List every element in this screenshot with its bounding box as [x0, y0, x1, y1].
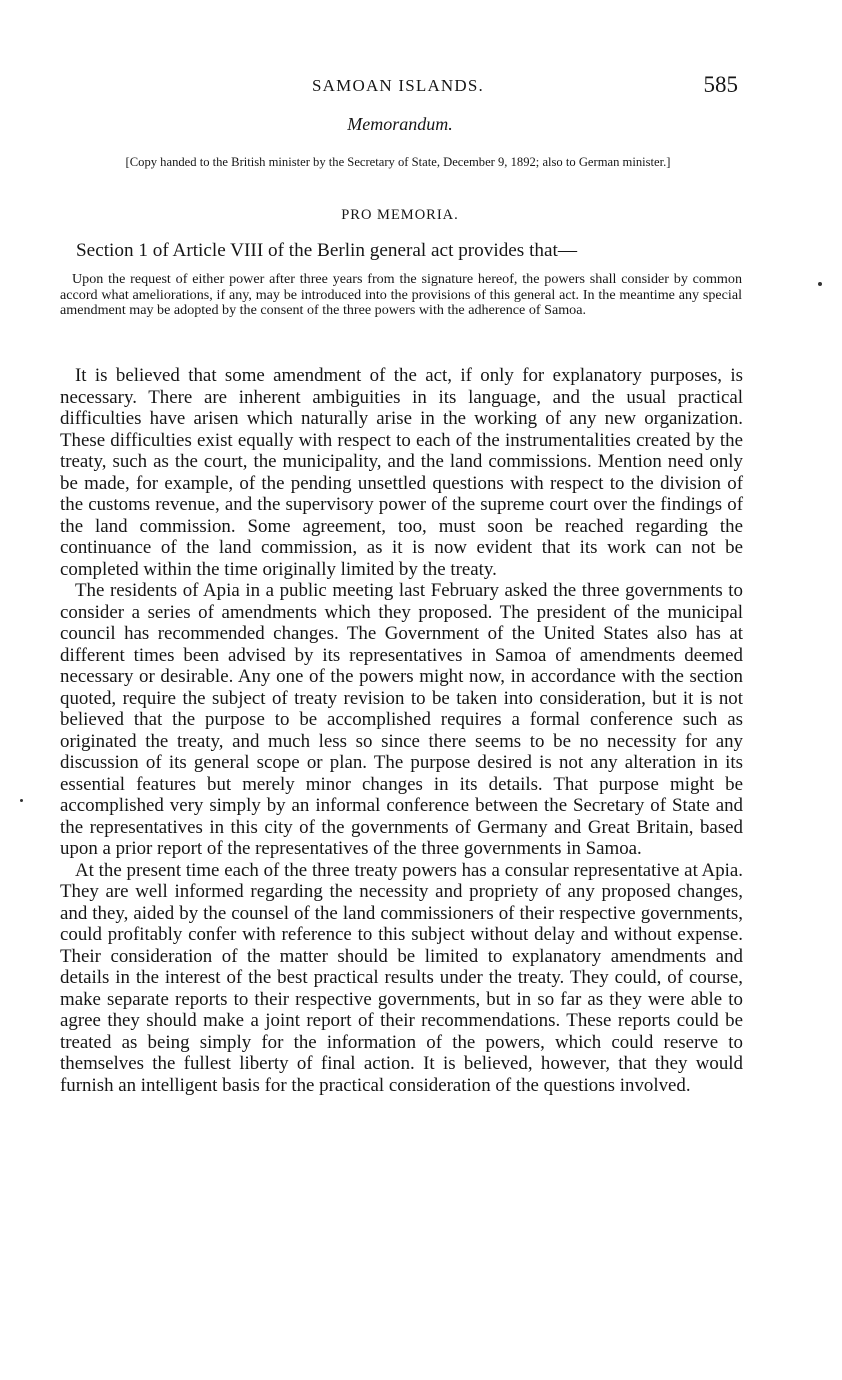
article-reference: Section 1 of Article VIII of the Berlin general act provides that—	[76, 240, 578, 261]
quoted-provision	[60, 272, 742, 319]
paragraph-1: It is believed that some amendment of the act, if only for explanatory purposes, is necessary. There are inherent ambiguities in its language, and the usual practical difficulties have arisen which naturally arise in the working of any new organization. These difficulties exist equally with respect to each of the instrumentalities created by the treaty, such as the court, the municipality, and the land commissions. Mention need only be made, for example, of the pending unsettled questions with respect to the division of the customs revenue, and the supervisory power of the supreme court over the findings of the land commission. Some agreement, too, must soon be reached regarding the continuance of the land commission, as it is now evident that its work can not be completed within the time originally limited by the treaty.	[60, 365, 743, 580]
paragraph-3: At the present time each of the three treaty powers has a consular representative at Apia. They are well informed regarding the necessity and propriety of any proposed changes, and they, aided by the counsel of the land commissioners of their respective governments, could profitably confer with reference to this subject without delay and without expense. Their consideration of the matter should be limited to explanatory amendments and details in the interest of the best practical results under the treaty. They could, of course, make separate reports to their respective governments, but in so far as they were able to agree they should make a joint report of their recommendations. These reports could be treated as being simply for the information of the powers, which could reserve to themselves the fullest liberty of final action. It is believed, however, that they would furnish an intelligent basis for the practical consideration of the questions involved.	[60, 859, 743, 1096]
running-header	[58, 72, 738, 102]
paragraph-2: The residents of Apia in a public meeting last February asked the three governments to consider a series of amendments which they proposed. The president of the municipal council has recommended changes. The Government of the United States also has at different times been advised by its representatives in Samoa of amendments deemed necessary or desirable. Any one of the powers might now, in accordance with the section quoted, require the subject of treaty revision to be taken into consideration, but it is not believed that the purpose to be accomplished requires a formal conference such as originated the treaty, and much less so since there seems to be no necessity for any discussion of its general scope or plan. The purpose desired is not any alteration in its essential features but merely minor changes in its details. That purpose might be accomplished very simply by an informal conference between the Secretary of State and the representatives in this city of the governments of Germany and Great Britain, based upon a prior report of the representatives of the three governments in Samoa.	[60, 580, 743, 859]
memo-body	[60, 365, 743, 1096]
section-heading: PRO MEMORIA.	[341, 207, 459, 223]
quote-text: Upon the request of either power after three years from the signature hereof, the powers shall consider by common accord what ameliorations, if any, may be introduced into the provisions of this general act. In the meantime any special amendment may be adopted by the consent of the three powers with the adherence of Samoa.	[60, 271, 742, 319]
running-title: SAMOAN ISLANDS.	[312, 76, 484, 95]
scan-speck	[20, 799, 23, 802]
page-number: 585	[703, 72, 738, 97]
editorial-note: [Copy handed to the British minister by the Secretary of State, December 9, 1892; also to German minister.]	[125, 155, 671, 169]
scan-speck	[818, 282, 822, 286]
memo-title: Memorandum.	[347, 114, 453, 134]
